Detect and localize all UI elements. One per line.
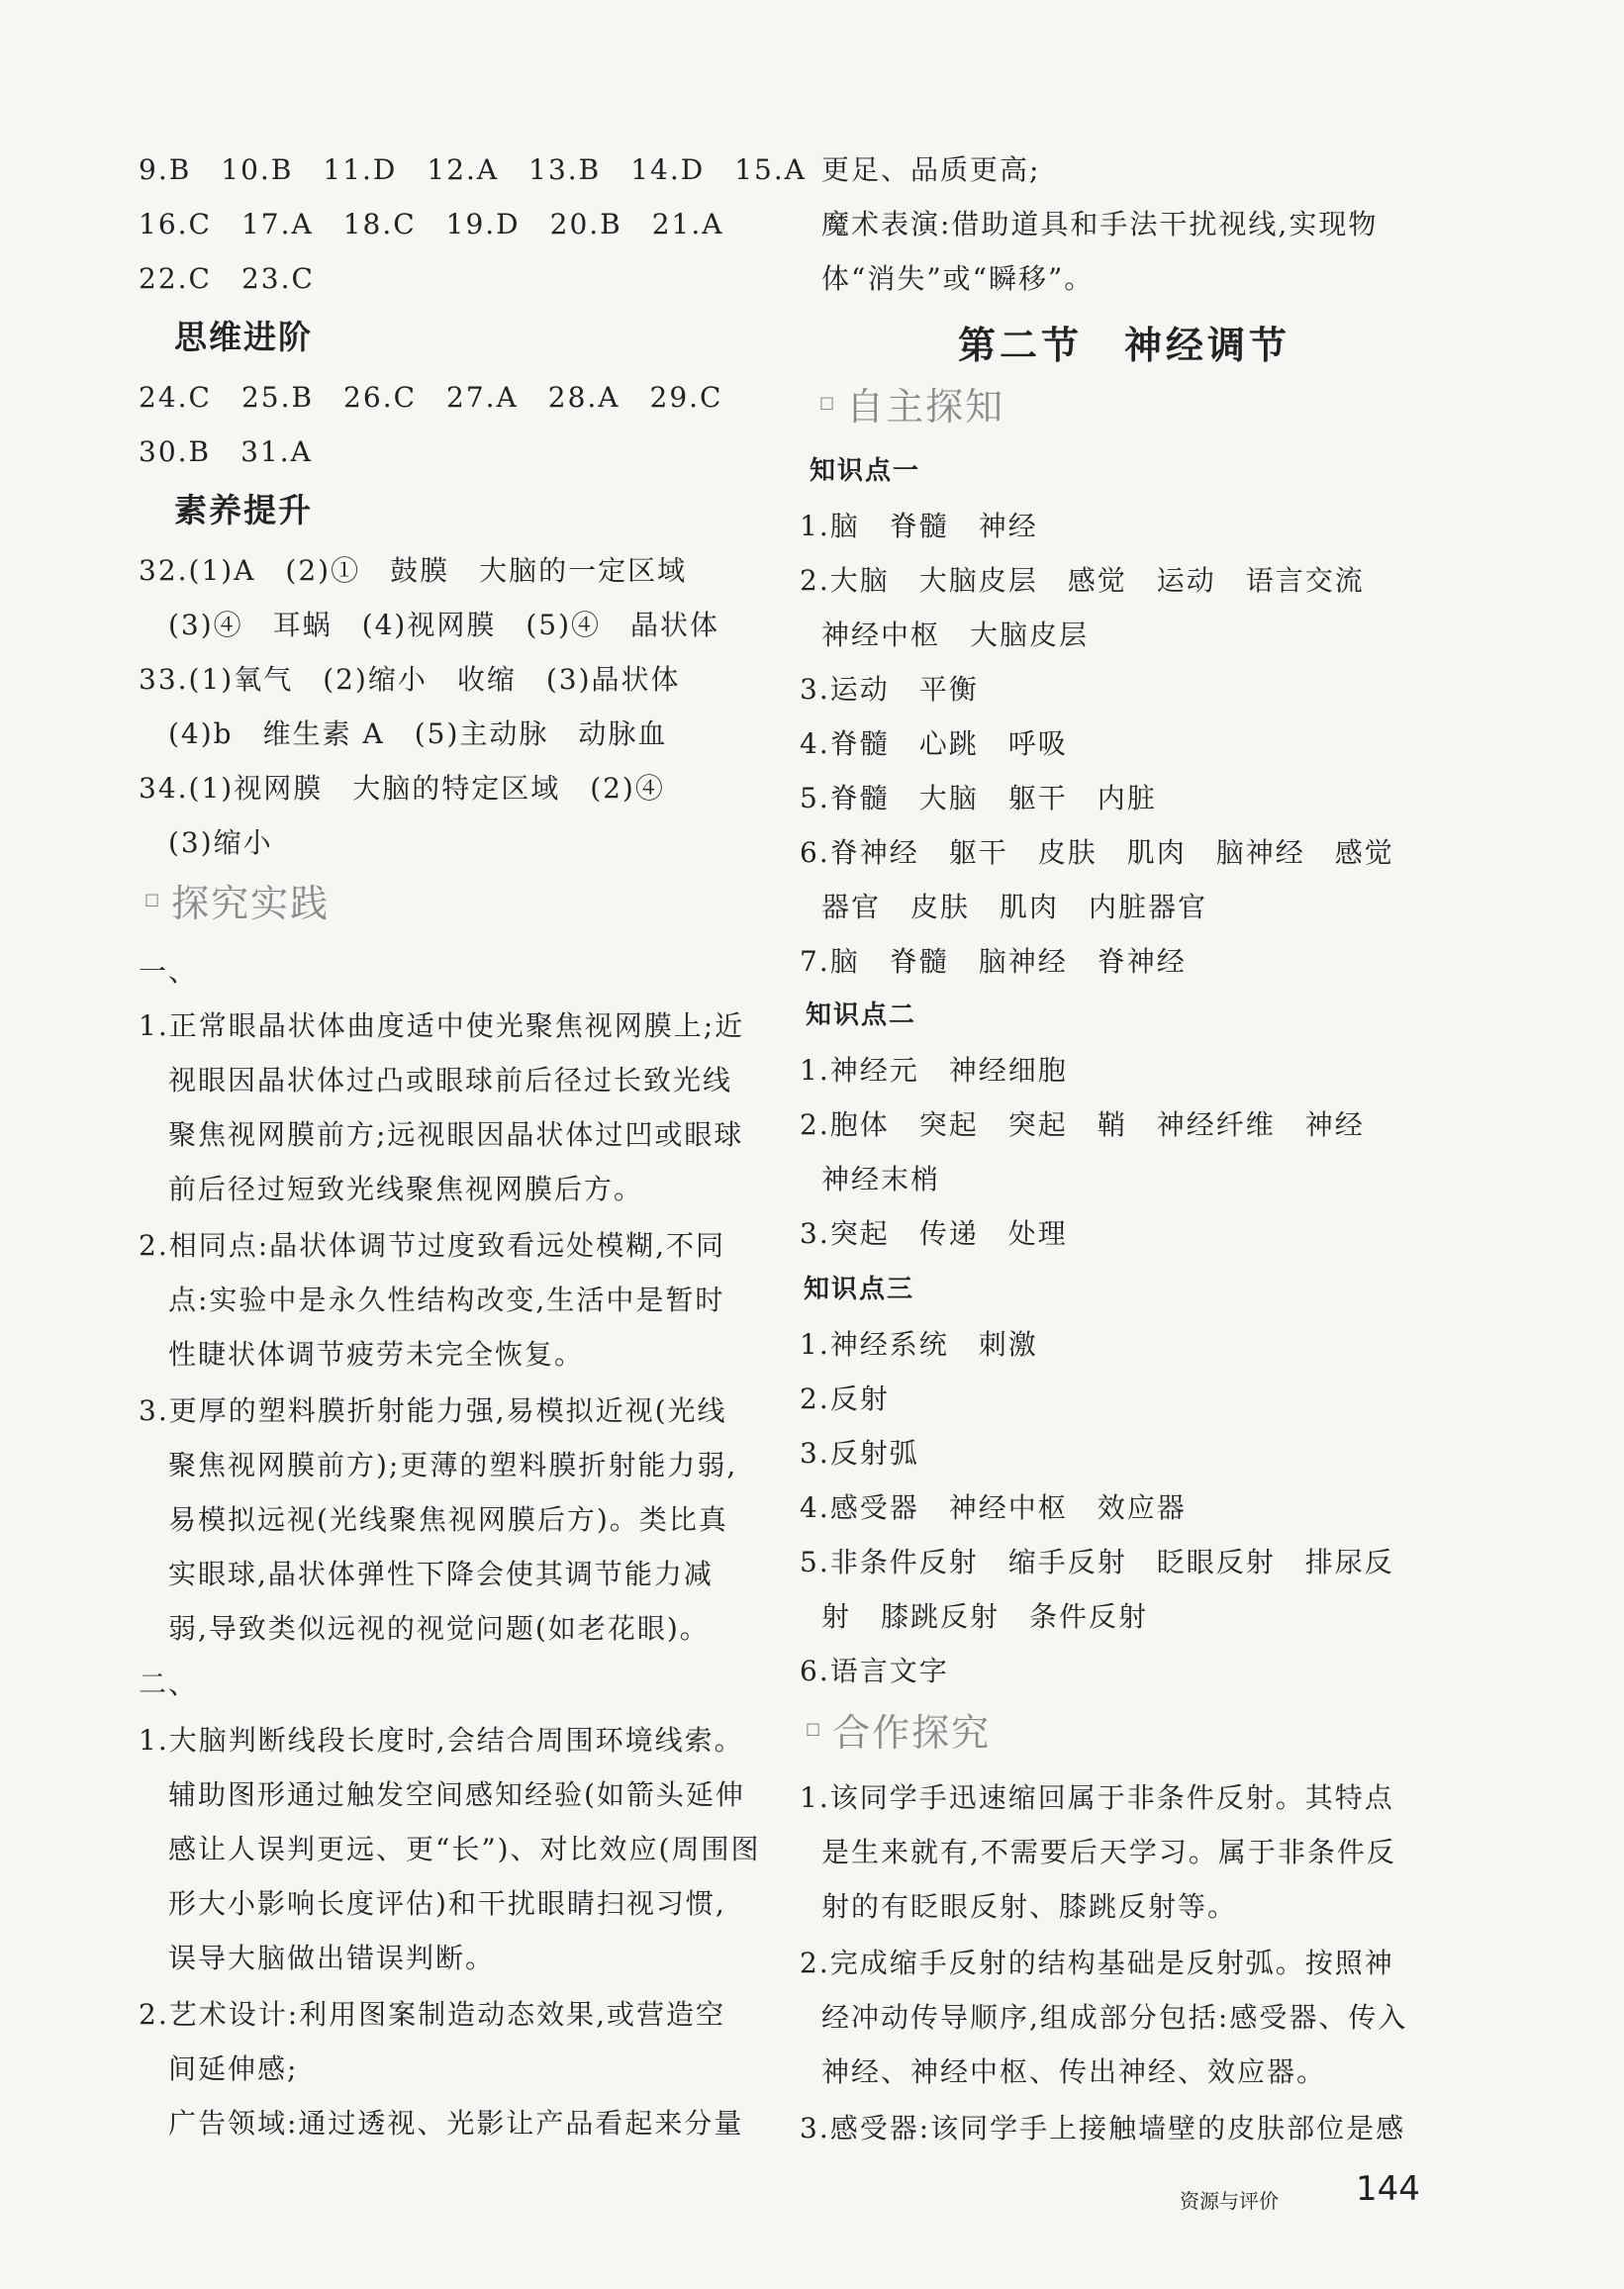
answer-row: 16.C 17.A 18.C 19.D 20.B 21.A [139, 208, 724, 240]
text-line: 辅助图形通过触发空间感知经验(如箭头延伸 [168, 1778, 745, 1811]
answer-line: (4)b 维生素 A (5)主动脉 动脉血 [168, 717, 668, 750]
section-explore [144, 873, 330, 927]
answer-row: 24.C 25.B 26.C 27.A 28.A 29.C [139, 381, 723, 414]
answer-line: 4.感受器 神经中枢 效应器 [800, 1491, 1187, 1524]
text-line: 3.更厚的塑料膜折射能力强,易模拟近视(光线 [139, 1394, 727, 1427]
answer-row: 30.B 31.A [139, 435, 313, 468]
answer-row: 9.B 10.B 11.D 12.A 13.B 14.D 15.A [139, 153, 807, 186]
text-line: 神经、神经中枢、传出神经、效应器。 [821, 2055, 1327, 2088]
section-marker-icon: □ [819, 393, 837, 412]
text-line: 2.完成缩手反射的结构基础是反射弧。按照神 [800, 1947, 1394, 1979]
text-line: 误导大脑做出错误判断。 [168, 1942, 496, 1974]
text-line: 广告领域:通过透视、光影让产品看起来分量 [168, 2107, 744, 2140]
text-line: 聚焦视网膜前方;远视眼因晶状体过凹或眼球 [168, 1118, 744, 1151]
text-line: 2.相同点:晶状体调节过度致看远处模糊,不同 [139, 1229, 726, 1262]
text-line: 视眼因晶状体过凸或眼球前后径过长致光线 [168, 1064, 733, 1097]
text-line: 体“消失”或“瞬移”。 [821, 262, 1095, 295]
heading-thinking: 思维进阶 [174, 318, 313, 356]
text-line: 1.大脑判断线段长度时,会结合周围环境线索。 [139, 1724, 744, 1757]
answer-line: (3)④ 耳蜗 (4)视网膜 (5)④ 晶状体 [168, 609, 719, 641]
answer-line: 3.突起 传递 处理 [800, 1217, 1068, 1250]
text-line: 1.该同学手迅速缩回属于非条件反射。其特点 [800, 1781, 1394, 1814]
section-label: 自主探知 [846, 385, 1005, 429]
answer-line: 神经中枢 大脑皮层 [821, 619, 1090, 651]
text-line: 聚焦视网膜前方);更薄的塑料膜折射能力弱, [168, 1449, 738, 1481]
answer-line: 射 膝跳反射 条件反射 [821, 1600, 1149, 1633]
text-line: 实眼球,晶状体弹性下降会使其调节能力减 [168, 1558, 714, 1590]
answer-line: 7.脑 脊髓 脑神经 脊神经 [800, 945, 1187, 978]
answer-line: 3.反射弧 [800, 1437, 919, 1470]
text-line: 1.正常眼晶状体曲度适中使光聚焦视网膜上;近 [139, 1009, 745, 1042]
answer-line: 神经末梢 [821, 1163, 941, 1195]
answer-line: 6.脊神经 躯干 皮肤 肌肉 脑神经 感觉 [800, 836, 1394, 869]
text-line: 是生来就有,不需要后天学习。属于非条件反 [821, 1836, 1396, 1868]
answer-row: 22.C 23.C [139, 262, 315, 295]
section-marker-icon: □ [806, 1719, 823, 1738]
section-title: 第二节 神经调节 [958, 324, 1291, 367]
answer-line: 5.非条件反射 缩手反射 眨眼反射 排尿反 [800, 1546, 1394, 1578]
heading-literacy: 素养提升 [174, 491, 313, 529]
answer-line: 5.脊髓 大脑 躯干 内脏 [800, 782, 1157, 814]
answer-line: 4.脊髓 心跳 呼吸 [800, 727, 1068, 760]
answer-line: 32.(1)A (2)① 鼓膜 大脑的一定区域 [139, 554, 688, 587]
answer-line: 器官 皮肤 肌肉 内脏器官 [821, 891, 1208, 923]
answer-line: 1.神经元 神经细胞 [800, 1054, 1068, 1087]
text-line: 间延伸感; [168, 2052, 299, 2085]
section-label: 探究实践 [171, 882, 331, 925]
text-line: 弱,导致类似远视的视觉问题(如老花眼)。 [168, 1612, 710, 1645]
text-line: 性睫状体调节疲劳未完全恢复。 [168, 1338, 585, 1371]
answer-line: 2.大脑 大脑皮层 感觉 运动 语言交流 [800, 564, 1365, 597]
text-line: 感让人误判更远、更“长”)、对比效应(周围图 [168, 1833, 761, 1865]
text-line: 点:实验中是永久性结构改变,生活中是暂时 [168, 1284, 725, 1316]
section-cooperation [806, 1702, 991, 1757]
part-label: 一、 [139, 955, 199, 988]
knowledge-point-heading: 知识点二 [806, 1001, 917, 1030]
answer-line: 2.反射 [800, 1383, 890, 1415]
answer-line: 33.(1)氧气 (2)缩小 收缩 (3)晶状体 [139, 663, 681, 696]
text-line: 2.艺术设计:利用图案制造动态效果,或营造空 [139, 1998, 726, 2031]
text-line: 经冲动传导顺序,组成部分包括:感受器、传入 [821, 2001, 1408, 2034]
section-self-study [819, 376, 1004, 430]
answer-line: 1.脑 脊髓 神经 [800, 510, 1038, 542]
text-line: 3.感受器:该同学手上接触墙壁的皮肤部位是感 [800, 2112, 1406, 2145]
section-marker-icon: □ [144, 890, 162, 908]
text-line: 射的有眨眼反射、膝跳反射等。 [821, 1890, 1238, 1923]
answer-line: 3.运动 平衡 [800, 673, 979, 706]
knowledge-point-heading: 知识点一 [810, 456, 921, 486]
section-label: 合作探究 [832, 1711, 992, 1755]
text-line: 魔术表演:借助道具和手法干扰视线,实现物 [821, 208, 1379, 240]
text-line: 易模拟远视(光线聚焦视网膜后方)。类比真 [168, 1503, 728, 1536]
text-line: 前后径过短致光线聚焦视网膜后方。 [168, 1173, 644, 1205]
knowledge-point-heading: 知识点三 [804, 1275, 915, 1304]
answer-line: 34.(1)视网膜 大脑的特定区域 (2)④ [139, 772, 665, 805]
part-label: 二、 [139, 1668, 199, 1700]
answer-line: 6.语言文字 [800, 1655, 949, 1687]
answer-line: 2.胞体 突起 突起 鞘 神经纤维 神经 [800, 1108, 1365, 1141]
footer-label: 资源与评价 [1180, 2189, 1279, 2213]
text-line: 形大小影响长度评估)和干扰眼睛扫视习惯, [168, 1887, 726, 1920]
answer-line: (3)缩小 [168, 826, 273, 859]
answer-line: 1.神经系统 刺激 [800, 1328, 1038, 1361]
text-line: 更足、品质更高; [821, 153, 1041, 186]
page-number: 144 [1356, 2169, 1420, 2209]
